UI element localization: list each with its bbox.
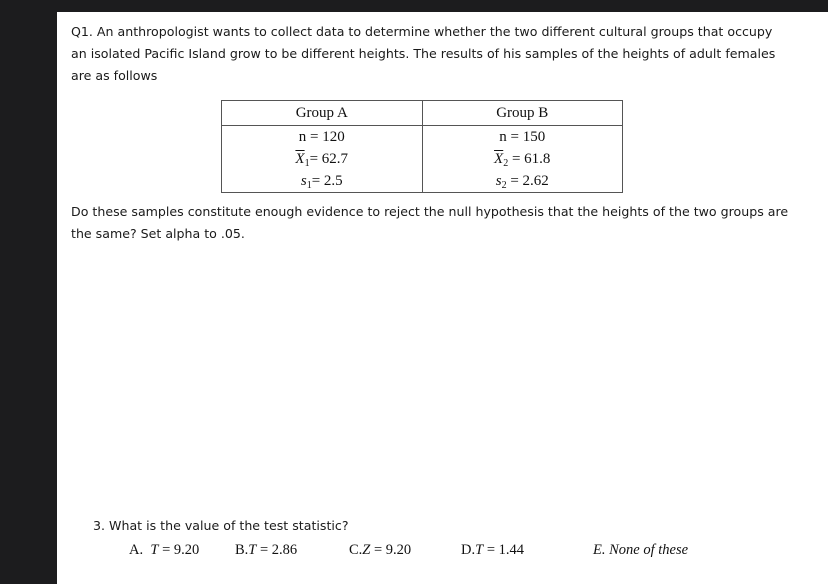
header-group-a: Group A	[222, 101, 423, 126]
answer-option-e[interactable]: E. None of these	[593, 542, 689, 558]
question-3-text: 3. What is the value of the test statistic?	[93, 518, 349, 533]
group-b-mean: $\overline{X}_2 = 61.8$	[422, 148, 623, 170]
table-row-sd	[222, 170, 623, 193]
table-row-n	[222, 126, 623, 149]
group-b-sd: $s_2 = 2.62$	[422, 170, 623, 193]
group-a-n: n = 120	[222, 126, 423, 149]
question-1-text: Q1. An anthropologist wants to collect data to determine whether the two different cultural groups that occupy an isolated Pacific Island grow to be different heights. The results of his samples of the heights of adult females are as follows	[71, 24, 776, 83]
header-group-b: Group B	[422, 101, 623, 126]
answer-option-b[interactable]: B.T = 2.86	[235, 542, 298, 558]
table-header-row	[222, 101, 623, 126]
group-b-n: n = 150	[422, 126, 623, 149]
answer-option-d[interactable]: D.T = 1.44	[461, 542, 524, 558]
answer-option-c[interactable]: C.Z = 9.20	[349, 542, 412, 558]
answer-option-a[interactable]: A. T = 9.20	[129, 542, 200, 558]
document-page	[57, 12, 828, 584]
group-a-mean: $\overline{X}_1= 62.7$	[222, 148, 423, 170]
table-row-mean	[222, 148, 623, 170]
group-a-sd: $s_1= 2.5$	[222, 170, 423, 193]
sample-data-table	[221, 100, 623, 193]
question-1-follow-up: Do these samples constitute enough evidence to reject the null hypothesis that the heights of the two groups are the same? Set alpha to .05.	[71, 204, 789, 241]
